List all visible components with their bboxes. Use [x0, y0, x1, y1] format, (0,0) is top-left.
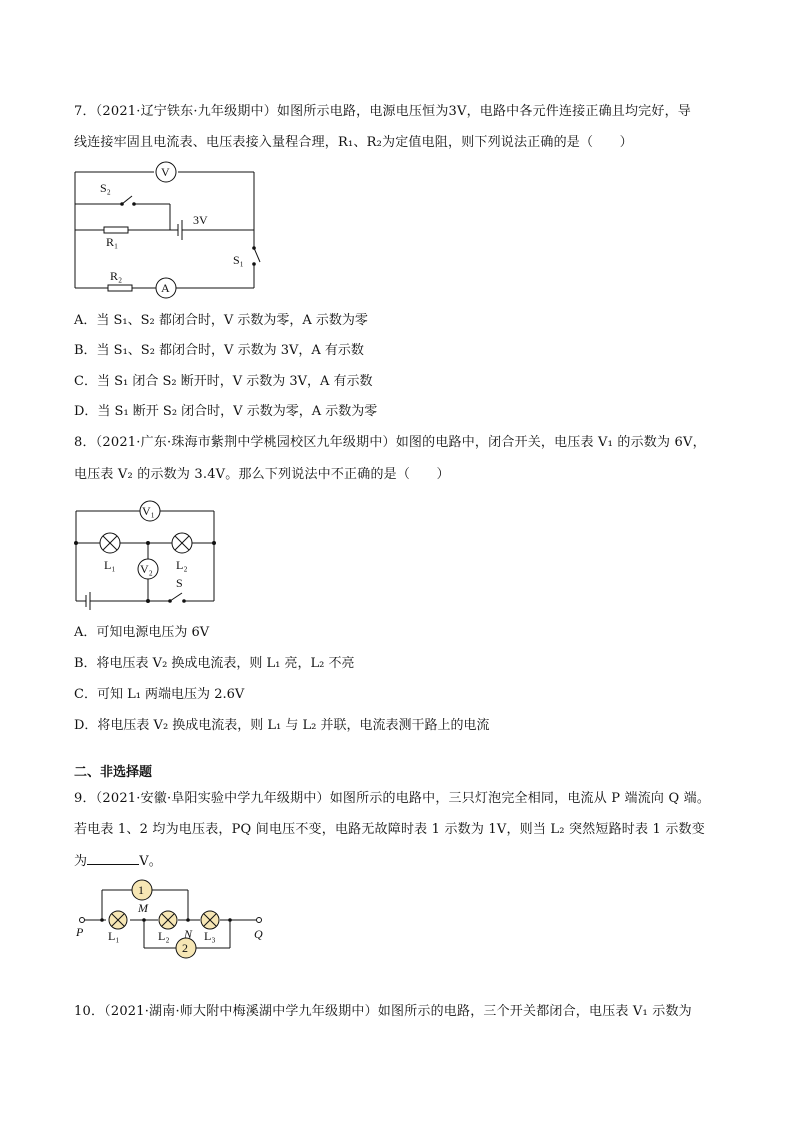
q9-line3-prefix: 为	[74, 854, 88, 869]
q7-option-a: A．当 S₁、S₂ 都闭合时，V 示数为零，A 示数为零	[74, 313, 368, 328]
q10-text-line1: 10．（2021·湖南·师大附中梅溪湖中学九年级期中）如图所示的电路，三个开关都闭合，电压表 V₁ 示数为	[74, 1004, 692, 1019]
q8-v1-label: V₁	[142, 504, 155, 518]
q7-voltmeter-label: V	[161, 165, 170, 179]
q9-point-q-label: Q	[254, 927, 263, 941]
q8-text-line1: 8．（2021·广东·珠海市紫荆中学桃园校区九年级期中）如图的电路中，闭合开关，电压表 V₁ 的示数为 6V，	[74, 435, 706, 450]
q9-answer-blank[interactable]	[87, 852, 139, 865]
q9-point-p-label: P	[76, 925, 84, 939]
q8-option-a: A．可知电源电压为 6V	[74, 625, 210, 640]
q9-meter1-label: 1	[138, 883, 144, 897]
q9-meter2-label: 2	[182, 941, 188, 955]
q8-l2-label: L₂	[176, 558, 188, 572]
q7-option-b: B．当 S₁、S₂ 都闭合时，V 示数为 3V，A 有示数	[74, 343, 364, 358]
q9-text-line1: 9．（2021·安徽·阜阳实验中学九年级期中）如图所示的电路中，三只灯泡完全相同，电流从 P 端流向 Q 端。	[74, 791, 711, 806]
q8-l1-label: L₁	[104, 558, 116, 572]
q8-option-d: D．将电压表 V₂ 换成电流表，则 L₁ 与 L₂ 并联，电流表测干路上的电流	[74, 718, 490, 733]
q9-l2-label: L₂	[158, 929, 170, 943]
q7-option-d: D．当 S₁ 断开 S₂ 闭合时，V 示数为零，A 示数为零	[74, 404, 378, 419]
q8-circuit-diagram	[72, 497, 220, 607]
q7-circuit-diagram	[70, 160, 270, 302]
q7-s2-label: S₂	[100, 181, 111, 195]
q7-battery-label: 3V	[193, 213, 208, 227]
q8-option-c: C．可知 L₁ 两端电压为 2.6V	[74, 687, 245, 702]
q8-v2-label: V₂	[140, 562, 153, 576]
q7-ammeter-label: A	[161, 281, 170, 295]
q7-option-c: C．当 S₁ 闭合 S₂ 断开时，V 示数为 3V，A 有示数	[74, 374, 373, 389]
q9-node-m-label: M	[138, 901, 148, 915]
q8-text-line2: 电压表 V₂ 的示数为 3.4V。那么下列说法中不正确的是（ ）	[74, 467, 450, 482]
q7-text-line2: 线连接牢固且电流表、电压表接入量程合理，R₁、R₂为定值电阻，则下列说法正确的是（ ）	[74, 135, 633, 150]
q9-line3-suffix: V。	[139, 854, 162, 869]
q9-circuit-diagram	[72, 878, 272, 964]
q9-node-n-label: N	[184, 927, 193, 941]
q8-switch-label: S	[176, 576, 183, 590]
q7-r2-label: R₂	[110, 269, 123, 283]
q9-l1-label: L₁	[108, 929, 120, 943]
section-heading: 二、非选择题	[74, 765, 153, 780]
q9-text-line2: 若电表 1、2 均为电压表，PQ 间电压不变，电路无故障时表 1 示数为 1V，则当 L₂ 突然短路时表 1 示数变	[74, 822, 705, 837]
q8-option-b: B．将电压表 V₂ 换成电流表，则 L₁ 亮，L₂ 不亮	[74, 656, 355, 671]
q7-r1-label: R₁	[106, 235, 119, 249]
q9-text-line3	[74, 852, 162, 871]
q7-s1-label: S₁	[233, 253, 244, 267]
q7-text-line1: 7．（2021·辽宁铁东·九年级期中）如图所示电路，电源电压恒为3V，电路中各元件连接正确且均完好，导	[74, 104, 691, 119]
q9-l3-label: L₃	[204, 929, 216, 943]
